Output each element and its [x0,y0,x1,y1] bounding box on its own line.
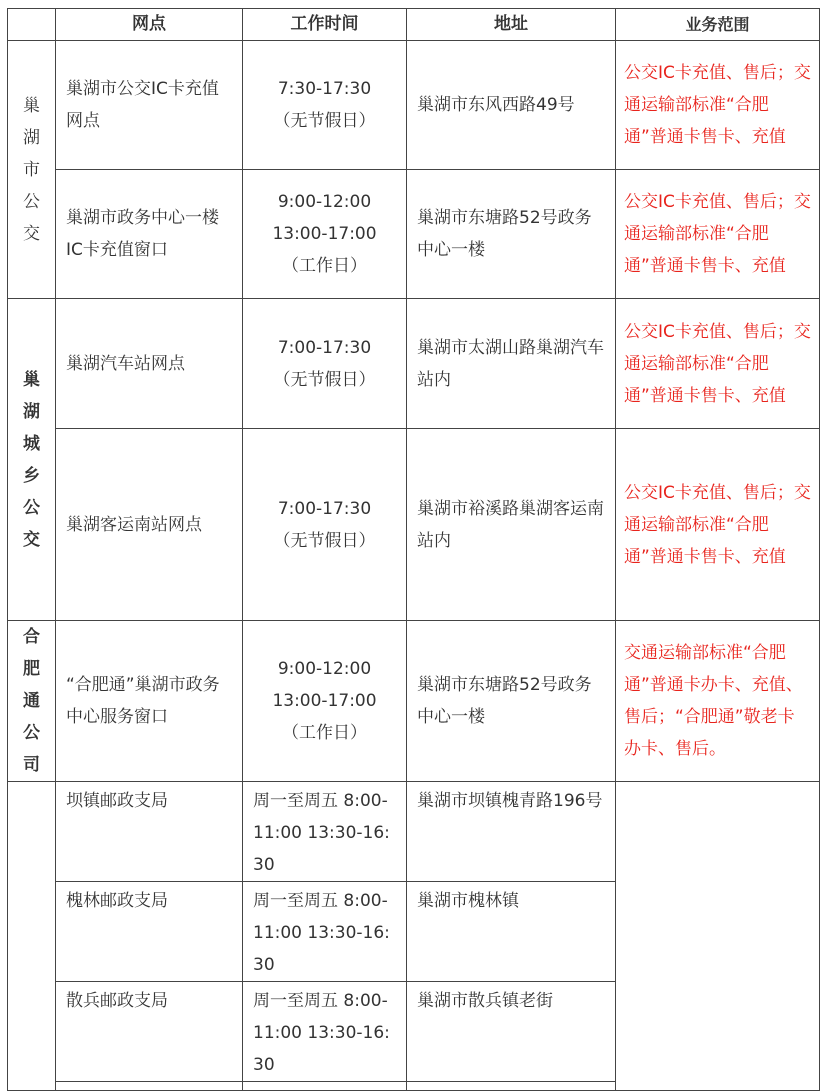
work-hours: 周一至周五 8:00-11:00 13:30-16:30 [243,982,407,1082]
business-scope: 公交IC卡充值、售后；交通运输部标准“合肥通”普通卡售卡、充值 [616,429,820,621]
work-hours [243,41,407,170]
category-label: 巢湖市公交 [23,95,40,244]
hours-line: 7:00-17:30 [277,337,372,358]
work-hours: 周一至周五 8:00-11:00 13:30-16:30 [243,782,407,882]
hours-line: 9:00-12:00 [277,659,372,679]
point-name: 坝镇邮政支局 [56,782,243,882]
hours-line: （无节假日） [273,369,376,390]
point-name: 巢湖市公交IC卡充值网点 [56,41,243,170]
hours-line: 13:00-17:00 [272,224,377,244]
header-address: 地址 [407,9,616,41]
header-category [8,9,56,41]
hours-line: （无节假日） [273,530,376,551]
empty-cell [407,1082,616,1091]
point-name: 散兵邮政支局 [56,982,243,1082]
category-cell [8,782,56,1091]
category-label: 巢湖城乡公交 [23,369,40,550]
point-name: 槐林邮政支局 [56,882,243,982]
address: 巢湖市东风西路49号 [407,41,616,170]
point-name: “合肥通”巢湖市政务中心服务窗口 [56,621,243,782]
point-name: 巢湖市政务中心一楼IC卡充值窗口 [56,170,243,299]
empty-cell [243,1082,407,1091]
work-hours: 周一至周五 8:00-11:00 13:30-16:30 [243,882,407,982]
header-hours: 工作时间 [243,9,407,41]
hours-line: 13:00-17:00 [272,691,377,711]
business-scope: 交通运输部标准“合肥通”普通卡办卡、充值、售后；“合肥通”敬老卡办卡、售后。 [616,621,820,782]
category-cell [8,299,56,621]
table-row [8,621,820,782]
address: 巢湖市太湖山路巢湖汽车站内 [407,299,616,429]
table-row [8,170,820,299]
header-scope: 业务范围 [616,9,820,41]
work-hours [243,621,407,782]
hours-line: （工作日） [282,256,367,276]
empty-cell [56,1082,243,1091]
table-row [8,782,820,882]
point-name: 巢湖客运南站网点 [56,429,243,621]
category-label: 合肥通公司 [23,627,40,775]
category-cell [8,41,56,299]
table-row [8,299,820,429]
address: 巢湖市裕溪路巢湖客运南站内 [407,429,616,621]
table-row [8,429,820,621]
work-hours [243,429,407,621]
business-scope [616,782,820,1091]
header-name: 网点 [56,9,243,41]
business-scope: 公交IC卡充值、售后；交通运输部标准“合肥通”普通卡售卡、充值 [616,170,820,299]
work-hours [243,299,407,429]
hours-line: （工作日） [282,723,367,743]
hours-line: 9:00-12:00 [277,192,372,212]
address: 巢湖市坝镇槐青路196号 [407,782,616,882]
business-scope: 公交IC卡充值、售后；交通运输部标准“合肥通”普通卡售卡、充值 [616,299,820,429]
work-hours [243,170,407,299]
header-row [8,9,820,41]
address: 巢湖市东塘路52号政务中心一楼 [407,170,616,299]
address: 巢湖市散兵镇老街 [407,982,616,1082]
table-row [8,41,820,170]
address: 巢湖市槐林镇 [407,882,616,982]
address: 巢湖市东塘路52号政务中心一楼 [407,621,616,782]
category-cell [8,621,56,782]
hours-line: 7:00-17:30 [277,498,372,519]
hours-line: 7:30-17:30 [277,79,372,99]
point-name: 巢湖汽车站网点 [56,299,243,429]
business-scope: 公交IC卡充值、售后；交通运输部标准“合肥通”普通卡售卡、充值 [616,41,820,170]
service-points-table [7,8,820,1091]
hours-line: （无节假日） [273,111,376,131]
